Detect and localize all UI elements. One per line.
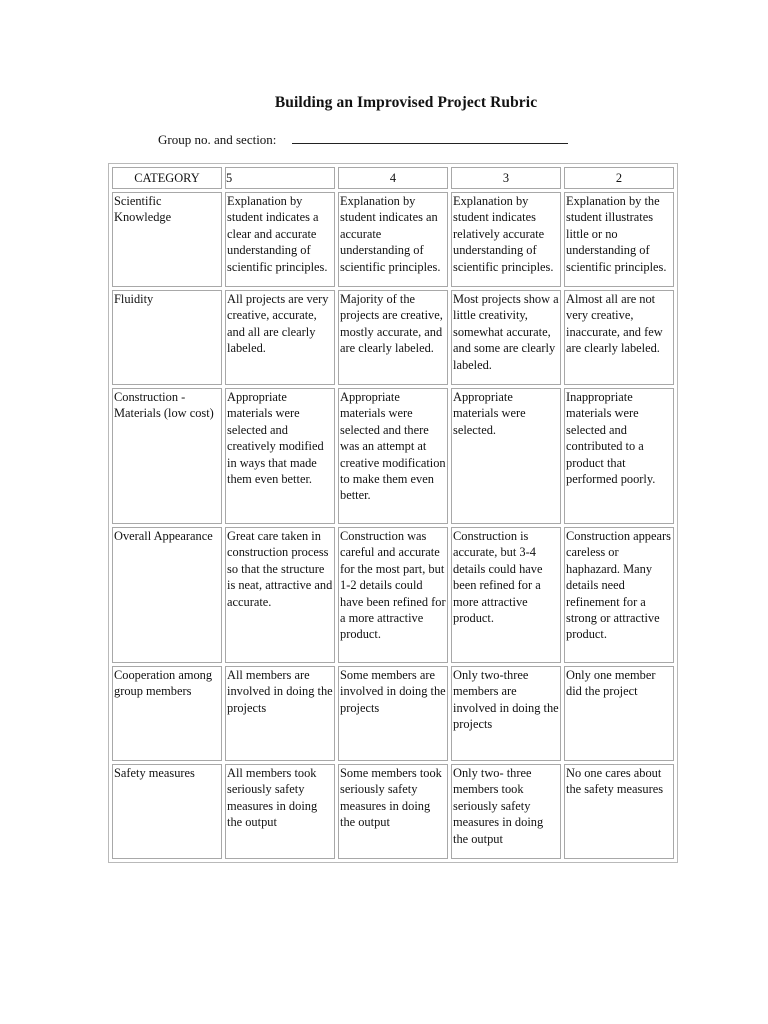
criteria-cell: Explanation by student indicates an accurate understanding of scientific principles. — [338, 192, 448, 287]
table-row — [112, 527, 674, 663]
group-section-label: Group no. and section: — [158, 132, 277, 147]
table-row — [112, 388, 674, 524]
group-section-blank — [292, 131, 568, 144]
header-category: CATEGORY — [112, 167, 222, 189]
table-row — [112, 290, 674, 385]
criteria-cell: Appropriate materials were selected. — [451, 388, 561, 524]
category-cell: Overall Appearance — [112, 527, 222, 663]
criteria-cell: Some members are involved in doing the projects — [338, 666, 448, 761]
criteria-cell: Inappropriate materials were selected and contributed to a product that performed poorly. — [564, 388, 674, 524]
criteria-cell: Appropriate materials were selected and there was an attempt at creative modification to make them even better. — [338, 388, 448, 524]
criteria-cell: Almost all are not very creative, inaccurate, and few are clearly labeled. — [564, 290, 674, 385]
criteria-cell: Only two- three members took seriously safety measures in doing the output — [451, 764, 561, 859]
criteria-cell: Majority of the projects are creative, mostly accurate, and are clearly labeled. — [338, 290, 448, 385]
category-cell: Scientific Knowledge — [112, 192, 222, 287]
criteria-cell: Some members took seriously safety measures in doing the output — [338, 764, 448, 859]
table-row — [112, 764, 674, 859]
table-row — [112, 192, 674, 287]
category-cell: Fluidity — [112, 290, 222, 385]
criteria-cell: Only two-three members are involved in doing the projects — [451, 666, 561, 761]
category-cell: Construction -Materials (low cost) — [112, 388, 222, 524]
header-row — [112, 167, 674, 189]
header-score-3: 3 — [451, 167, 561, 189]
criteria-cell: Explanation by the student illustrates little or no understanding of scientific principles. — [564, 192, 674, 287]
criteria-cell: Appropriate materials were selected and creatively modified in ways that made them even better. — [225, 388, 335, 524]
criteria-cell: Most projects show a little creativity, somewhat accurate, and some are clearly labeled. — [451, 290, 561, 385]
criteria-cell: All members took seriously safety measures in doing the output — [225, 764, 335, 859]
page-title: Building an Improvised Project Rubric — [274, 94, 538, 111]
criteria-cell: Explanation by student indicates relatively accurate understanding of scientific principles. — [451, 192, 561, 287]
criteria-cell: All projects are very creative, accurate, and all are clearly labeled. — [225, 290, 335, 385]
table-row — [112, 666, 674, 761]
header-score-5: 5 — [225, 167, 335, 189]
rubric-table — [108, 163, 678, 863]
group-section-line — [158, 131, 568, 148]
header-score-4: 4 — [338, 167, 448, 189]
criteria-cell: All members are involved in doing the projects — [225, 666, 335, 761]
category-cell: Safety measures — [112, 764, 222, 859]
criteria-cell: Great care taken in construction process so that the structure is neat, attractive and accurate. — [225, 527, 335, 663]
criteria-cell: No one cares about the safety measures — [564, 764, 674, 859]
criteria-cell: Construction was careful and accurate for the most part, but 1-2 details could have been refined for a more attractive product. — [338, 527, 448, 663]
criteria-cell: Only one member did the project — [564, 666, 674, 761]
criteria-cell: Explanation by student indicates a clear and accurate understanding of scientific principles. — [225, 192, 335, 287]
criteria-cell: Construction appears careless or haphazard. Many details need refinement for a strong or attractive product. — [564, 527, 674, 663]
criteria-cell: Construction is accurate, but 3-4 details could have been refined for a more attractive product. — [451, 527, 561, 663]
category-cell: Cooperation among group members — [112, 666, 222, 761]
header-score-2: 2 — [564, 167, 674, 189]
